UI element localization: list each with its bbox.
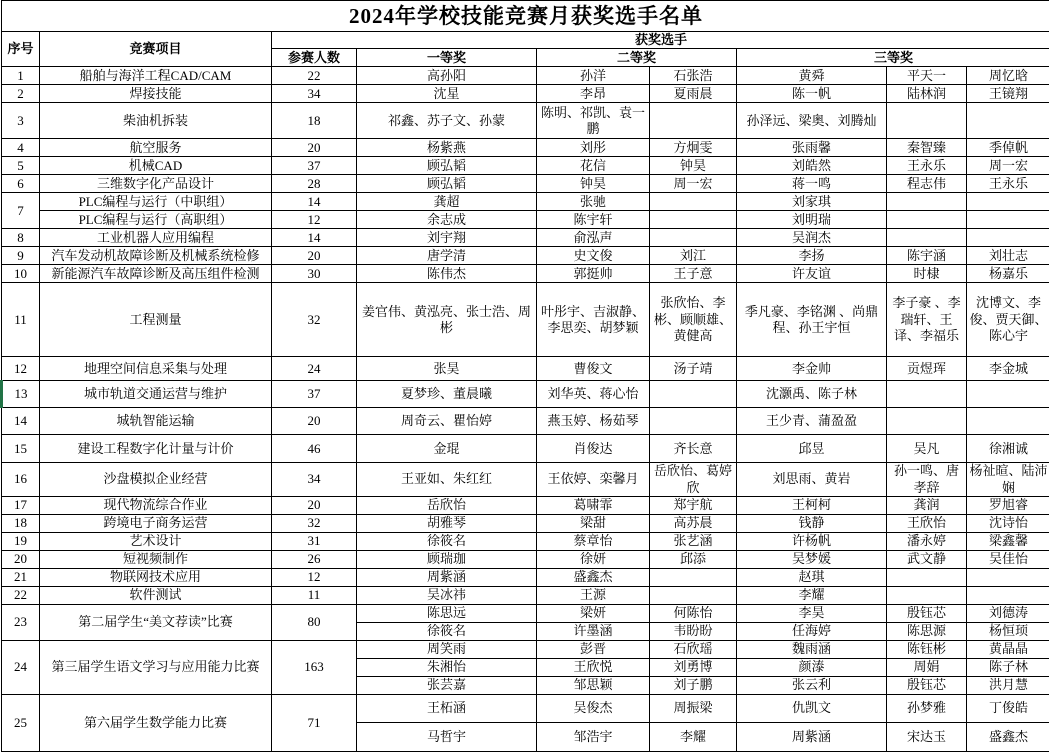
cell-r21c5[interactable]: 徐妍	[537, 550, 650, 568]
cell-r12c7[interactable]: 季凡豪、李铭渊 、尚鼎程、孙王宇恒	[737, 283, 887, 357]
cell-r4c9[interactable]: 季倬帆	[967, 139, 1049, 157]
cell-r9c9[interactable]	[967, 229, 1049, 247]
cell-r21c4[interactable]: 顾瑞珈	[357, 550, 537, 568]
cell-r7c4[interactable]: 龚超	[357, 193, 537, 211]
cell-r13c2[interactable]: 地理空间信息采集与处理	[40, 357, 272, 381]
cell-r14c6[interactable]	[650, 381, 737, 408]
table-row-22	[2, 568, 1049, 586]
cell-r19c1[interactable]: 18	[2, 514, 40, 532]
cell-r17c4[interactable]: 王亚如、朱红红	[357, 463, 537, 497]
cell-r8c6[interactable]: 刘明瑞	[737, 211, 887, 229]
cell-r16c2[interactable]: 建设工程数字化计量与计价	[40, 435, 272, 463]
cell-r19c7[interactable]: 钱静	[737, 514, 887, 532]
cell-r22c3[interactable]: 12	[272, 568, 357, 586]
cell-r2c6[interactable]: 夏雨晨	[650, 85, 737, 103]
cell-r18c6[interactable]: 郑宇航	[650, 496, 737, 514]
cell-r20c1[interactable]: 19	[2, 532, 40, 550]
selected-cell[interactable]: 13	[2, 381, 40, 408]
cell-r16c3[interactable]: 46	[272, 435, 357, 463]
cell-r9c8[interactable]	[887, 229, 967, 247]
cell-r3c6[interactable]	[650, 103, 737, 139]
cell-r5c7[interactable]: 刘皓然	[737, 157, 887, 175]
cell-r21c8[interactable]: 武文静	[887, 550, 967, 568]
cell-r9c1[interactable]: 8	[2, 229, 40, 247]
cell-r8c7[interactable]	[887, 211, 967, 229]
cell-r15c3[interactable]: 20	[272, 408, 357, 435]
cell-r9c4[interactable]: 刘宇翔	[357, 229, 537, 247]
cell-r20c4[interactable]: 徐筱名	[357, 532, 537, 550]
cell-r18c8[interactable]: 龚润	[887, 496, 967, 514]
header-col-third-prize[interactable]: 三等奖	[737, 49, 1049, 67]
table-row-9	[2, 229, 1049, 247]
table-row-7	[2, 193, 1049, 211]
table-row-10	[2, 247, 1049, 265]
cell-r21c1[interactable]: 20	[2, 550, 40, 568]
cell-r6c3[interactable]: 28	[272, 175, 357, 193]
cell-r1c3[interactable]: 22	[272, 67, 357, 85]
cell-r1c1[interactable]: 1	[2, 67, 40, 85]
cell-r12c5[interactable]: 叶彤宇、吉淑静、李思奕、胡梦颖	[537, 283, 650, 357]
cell-r20c8[interactable]: 潘永婷	[887, 532, 967, 550]
cell-r11c3[interactable]: 30	[272, 265, 357, 283]
cell-r4c4[interactable]: 杨紫燕	[357, 139, 537, 157]
table-row-29	[2, 694, 1049, 722]
cell-r28c3[interactable]: 刘子鹏	[650, 676, 737, 694]
cell-r18c1[interactable]: 17	[2, 496, 40, 514]
table-body	[2, 67, 1049, 752]
table-row-12	[2, 283, 1049, 357]
cell-r25c4[interactable]: 任海婷	[737, 622, 887, 640]
cell-r25c2[interactable]: 许墨涵	[537, 622, 650, 640]
cell-r12c3[interactable]: 32	[272, 283, 357, 357]
cell-r11c6[interactable]: 王子意	[650, 265, 737, 283]
cell-r22c8[interactable]	[887, 568, 967, 586]
cell-r4c2[interactable]: 航空服务	[40, 139, 272, 157]
cell-r13c7[interactable]: 李金帅	[737, 357, 887, 381]
cell-r15c4[interactable]: 周奇云、瞿怡婷	[357, 408, 537, 435]
table-row-2	[2, 85, 1049, 103]
cell-r25c1[interactable]: 徐筱名	[357, 622, 537, 640]
cell-r22c2[interactable]: 物联网技术应用	[40, 568, 272, 586]
cell-r29c8[interactable]: 孙梦雅	[887, 694, 967, 722]
cell-r9c6[interactable]	[650, 229, 737, 247]
cell-r19c5[interactable]: 梁甜	[537, 514, 650, 532]
cell-r13c9[interactable]: 李金城	[967, 357, 1049, 381]
cell-r17c1[interactable]: 16	[2, 463, 40, 497]
cell-r23c4[interactable]: 吴冰祎	[357, 586, 537, 604]
cell-r11c2[interactable]: 新能源汽车故障诊断及高压组件检测	[40, 265, 272, 283]
cell-r19c4[interactable]: 胡雅琴	[357, 514, 537, 532]
cell-r3c1[interactable]: 3	[2, 103, 40, 139]
cell-r8c1[interactable]: PLC编程与运行（高职组）	[40, 211, 272, 229]
cell-r8c4[interactable]: 陈宇轩	[537, 211, 650, 229]
cell-r15c2[interactable]: 城轨智能运输	[40, 408, 272, 435]
cell-r1c7[interactable]: 黄舜	[737, 67, 887, 85]
cell-r28c2[interactable]: 邹思颖	[537, 676, 650, 694]
table-row-20	[2, 532, 1049, 550]
cell-r29c3[interactable]: 71	[272, 694, 357, 751]
cell-r4c1[interactable]: 4	[2, 139, 40, 157]
cell-r29c2[interactable]: 第六届学生数学能力比赛	[40, 694, 272, 751]
cell-r10c5[interactable]: 史文俊	[537, 247, 650, 265]
cell-r6c2[interactable]: 三维数字化产品设计	[40, 175, 272, 193]
cell-r5c6[interactable]: 钟昊	[650, 157, 737, 175]
cell-r7c5[interactable]: 张驰	[537, 193, 650, 211]
table-row-4	[2, 139, 1049, 157]
cell-r6c9[interactable]: 王永乐	[967, 175, 1049, 193]
cell-r12c4[interactable]: 姜官伟、黄泓亮、张士浩、周彬	[357, 283, 537, 357]
header-row-1	[2, 32, 1049, 49]
cell-r6c6[interactable]: 周一宏	[650, 175, 737, 193]
table-row-1	[2, 67, 1049, 85]
table-row-8	[2, 211, 1049, 229]
cell-r6c7[interactable]: 蒋一鸣	[737, 175, 887, 193]
cell-r26c6[interactable]: 石欣瑶	[650, 640, 737, 658]
cell-r7c2[interactable]: PLC编程与运行（中职组）	[40, 193, 272, 211]
cell-r1c4[interactable]: 高孙阳	[357, 67, 537, 85]
cell-r27c2[interactable]: 王欣悦	[537, 658, 650, 676]
cell-r20c9[interactable]: 梁鑫馨	[967, 532, 1049, 550]
cell-r13c6[interactable]: 汤子靖	[650, 357, 737, 381]
cell-r9c7[interactable]: 吴润杰	[737, 229, 887, 247]
cell-r21c3[interactable]: 26	[272, 550, 357, 568]
cell-r5c8[interactable]: 王永乐	[887, 157, 967, 175]
cell-r23c8[interactable]	[887, 586, 967, 604]
cell-r4c3[interactable]: 20	[272, 139, 357, 157]
cell-r12c1[interactable]: 11	[2, 283, 40, 357]
table-row-23	[2, 586, 1049, 604]
cell-r11c1[interactable]: 10	[2, 265, 40, 283]
cell-r16c1[interactable]: 15	[2, 435, 40, 463]
cell-r16c4[interactable]: 金琨	[357, 435, 537, 463]
cell-r26c4[interactable]: 周笑雨	[357, 640, 537, 658]
cell-r19c2[interactable]: 跨境电子商务运营	[40, 514, 272, 532]
cell-r8c2[interactable]: 12	[272, 211, 357, 229]
cell-r3c8[interactable]	[887, 103, 967, 139]
cell-r7c9[interactable]	[967, 193, 1049, 211]
table-row-14	[2, 381, 1049, 408]
table-row-19	[2, 514, 1049, 532]
cell-r19c8[interactable]: 王欣怡	[887, 514, 967, 532]
cell-r10c2[interactable]: 汽车发动机故障诊断及机械系统检修	[40, 247, 272, 265]
title-row	[2, 1, 1049, 32]
cell-r7c3[interactable]: 14	[272, 193, 357, 211]
cell-r23c3[interactable]: 11	[272, 586, 357, 604]
cell-r24c1[interactable]: 23	[2, 604, 40, 640]
cell-r20c3[interactable]: 31	[272, 532, 357, 550]
cell-r23c9[interactable]	[967, 586, 1049, 604]
cell-r13c5[interactable]: 曹俊文	[537, 357, 650, 381]
header-col-participants[interactable]: 参赛人数	[272, 49, 357, 67]
cell-r7c8[interactable]	[887, 193, 967, 211]
cell-r7c6[interactable]	[650, 193, 737, 211]
cell-r18c9[interactable]: 罗旭睿	[967, 496, 1049, 514]
table-row-17	[2, 463, 1049, 497]
cell-r23c7[interactable]: 李耀	[737, 586, 887, 604]
cell-r14c3[interactable]: 37	[272, 381, 357, 408]
cell-r26c5[interactable]: 彭晋	[537, 640, 650, 658]
cell-r27c4[interactable]: 颜溙	[737, 658, 887, 676]
cell-r24c8[interactable]: 殷钰芯	[887, 604, 967, 622]
cell-r6c4[interactable]: 顾弘韬	[357, 175, 537, 193]
cell-r14c5[interactable]: 刘华英、蒋心怡	[537, 381, 650, 408]
cell-r22c6[interactable]	[650, 568, 737, 586]
cell-r19c9[interactable]: 沈诗怡	[967, 514, 1049, 532]
table-row-11	[2, 265, 1049, 283]
cell-r13c4[interactable]: 张昊	[357, 357, 537, 381]
cell-r2c4[interactable]: 沈星	[357, 85, 537, 103]
cell-r21c2[interactable]: 短视频制作	[40, 550, 272, 568]
cell-r20c7[interactable]: 许杨帆	[737, 532, 887, 550]
cell-r1c6[interactable]: 石张浩	[650, 67, 737, 85]
cell-r15c8[interactable]	[887, 408, 967, 435]
cell-r28c6[interactable]: 洪月慧	[967, 676, 1049, 694]
cell-r17c8[interactable]: 孙一鸣、唐孝辞	[887, 463, 967, 497]
cell-r30c1[interactable]: 马哲宇	[357, 722, 537, 751]
cell-r19c3[interactable]: 32	[272, 514, 357, 532]
cell-r25c5[interactable]: 陈思源	[887, 622, 967, 640]
cell-r3c5[interactable]: 陈明、祁凯、袁一鹏	[537, 103, 650, 139]
cell-r27c1[interactable]: 朱湘怡	[357, 658, 537, 676]
cell-r4c6[interactable]: 方炯雯	[650, 139, 737, 157]
cell-r24c9[interactable]: 刘德涛	[967, 604, 1049, 622]
cell-r24c4[interactable]: 陈思远	[357, 604, 537, 622]
cell-r4c5[interactable]: 刘彤	[537, 139, 650, 157]
cell-r26c3[interactable]: 163	[272, 640, 357, 694]
cell-r18c5[interactable]: 葛啸霏	[537, 496, 650, 514]
cell-r21c6[interactable]: 邱添	[650, 550, 737, 568]
table-row-18	[2, 496, 1049, 514]
cell-r29c7[interactable]: 仇凯文	[737, 694, 887, 722]
cell-r10c8[interactable]: 陈宇涵	[887, 247, 967, 265]
cell-r3c3[interactable]: 18	[272, 103, 357, 139]
page-title: 2024年学校技能竞赛月获奖选手名单	[2, 1, 1049, 32]
cell-r14c9[interactable]	[967, 381, 1049, 408]
cell-r10c1[interactable]: 9	[2, 247, 40, 265]
cell-r29c5[interactable]: 吴俊杰	[537, 694, 650, 722]
header-col-project[interactable]: 竞赛项目	[40, 32, 272, 67]
cell-r19c6[interactable]: 高苏晨	[650, 514, 737, 532]
cell-r28c5[interactable]: 殷钰芯	[887, 676, 967, 694]
cell-r22c4[interactable]: 周紫涵	[357, 568, 537, 586]
cell-r17c6[interactable]: 岳欣怡、葛婷欣	[650, 463, 737, 497]
cell-r18c4[interactable]: 岳欣怡	[357, 496, 537, 514]
cell-r3c7[interactable]: 孙泽远、梁奥、刘腾灿	[737, 103, 887, 139]
cell-r11c5[interactable]: 郭挺帅	[537, 265, 650, 283]
cell-r18c3[interactable]: 20	[272, 496, 357, 514]
cell-r29c1[interactable]: 25	[2, 694, 40, 751]
cell-r12c9[interactable]: 沈博文、李俊、贾天御、陈心宇	[967, 283, 1049, 357]
cell-r8c3[interactable]: 余志成	[357, 211, 537, 229]
cell-r1c5[interactable]: 孙洋	[537, 67, 650, 85]
cell-r3c9[interactable]	[967, 103, 1049, 139]
cell-r24c3[interactable]: 80	[272, 604, 357, 640]
cell-r1c8[interactable]: 平天一	[887, 67, 967, 85]
table-head	[2, 1, 1049, 67]
cell-r23c1[interactable]: 22	[2, 586, 40, 604]
cell-r26c9[interactable]: 黄晶晶	[967, 640, 1049, 658]
cell-r17c5[interactable]: 王依婷、栾馨月	[537, 463, 650, 497]
cell-r30c4[interactable]: 周紫涵	[737, 722, 887, 751]
cell-r24c7[interactable]: 李昊	[737, 604, 887, 622]
cell-r12c6[interactable]: 张欣怡、李彬、顾顺雄、黄健高	[650, 283, 737, 357]
cell-r13c8[interactable]: 贡煜珲	[887, 357, 967, 381]
table-row-13	[2, 357, 1049, 381]
cell-r1c9[interactable]: 周忆晗	[967, 67, 1049, 85]
cell-r20c2[interactable]: 艺术设计	[40, 532, 272, 550]
cell-r30c2[interactable]: 邹浩宇	[537, 722, 650, 751]
cell-r27c3[interactable]: 刘勇博	[650, 658, 737, 676]
cell-r2c3[interactable]: 34	[272, 85, 357, 103]
cell-r14c4[interactable]: 夏梦珍、董晨曦	[357, 381, 537, 408]
cell-r11c4[interactable]: 陈伟杰	[357, 265, 537, 283]
cell-r15c9[interactable]	[967, 408, 1049, 435]
cell-r13c3[interactable]: 24	[272, 357, 357, 381]
cell-r25c3[interactable]: 韦盼盼	[650, 622, 737, 640]
table-row-15	[2, 408, 1049, 435]
cell-r2c2[interactable]: 焊接技能	[40, 85, 272, 103]
cell-r11c8[interactable]: 时棣	[887, 265, 967, 283]
cell-r4c8[interactable]: 秦智臻	[887, 139, 967, 157]
cell-r12c8[interactable]: 李子豪 、李瑞轩、王译、李福乐	[887, 283, 967, 357]
cell-r16c8[interactable]: 吴凡	[887, 435, 967, 463]
cell-r18c2[interactable]: 现代物流综合作业	[40, 496, 272, 514]
cell-r29c6[interactable]: 周振梁	[650, 694, 737, 722]
cell-r3c2[interactable]: 柴油机拆装	[40, 103, 272, 139]
cell-r5c5[interactable]: 花信	[537, 157, 650, 175]
cell-r10c4[interactable]: 唐学清	[357, 247, 537, 265]
cell-r12c2[interactable]: 工程测量	[40, 283, 272, 357]
table-row-26	[2, 640, 1049, 658]
header-col-first-prize[interactable]: 一等奖	[357, 49, 537, 67]
cell-r26c8[interactable]: 陈钰彬	[887, 640, 967, 658]
cell-r16c9[interactable]: 徐湘诚	[967, 435, 1049, 463]
cell-r16c6[interactable]: 齐长意	[650, 435, 737, 463]
header-col-winners[interactable]: 获奖选手	[272, 32, 1049, 49]
cell-r9c3[interactable]: 14	[272, 229, 357, 247]
cell-r15c7[interactable]: 王少青、蒲盈盈	[737, 408, 887, 435]
cell-r24c5[interactable]: 梁妍	[537, 604, 650, 622]
cell-r25c6[interactable]: 杨恒顼	[967, 622, 1049, 640]
cell-r11c7[interactable]: 许友谊	[737, 265, 887, 283]
cell-r10c9[interactable]: 刘壮志	[967, 247, 1049, 265]
cell-r24c6[interactable]: 何陈怡	[650, 604, 737, 622]
cell-r11c9[interactable]: 杨嘉乐	[967, 265, 1049, 283]
cell-r10c7[interactable]: 李扬	[737, 247, 887, 265]
cell-r5c9[interactable]: 周一宏	[967, 157, 1049, 175]
cell-r22c9[interactable]	[967, 568, 1049, 586]
cell-r30c5[interactable]: 宋达玉	[887, 722, 967, 751]
cell-r14c7[interactable]: 沈灏禹、陈子林	[737, 381, 887, 408]
cell-r6c1[interactable]: 6	[2, 175, 40, 193]
cell-r24c2[interactable]: 第二届学生“美文荐读”比赛	[40, 604, 272, 640]
cell-r4c7[interactable]: 张雨馨	[737, 139, 887, 157]
cell-r22c1[interactable]: 21	[2, 568, 40, 586]
cell-r21c7[interactable]: 吴梦媛	[737, 550, 887, 568]
cell-r16c7[interactable]: 邱昱	[737, 435, 887, 463]
table-row-6	[2, 175, 1049, 193]
cell-r26c1[interactable]: 24	[2, 640, 40, 694]
table-row-24	[2, 604, 1049, 622]
cell-r5c4[interactable]: 顾弘韬	[357, 157, 537, 175]
cell-r23c5[interactable]: 王源	[537, 586, 650, 604]
header-col-no[interactable]: 序号	[2, 32, 40, 67]
cell-r17c7[interactable]: 刘思雨、黄岩	[737, 463, 887, 497]
cell-r2c7[interactable]: 陈一帆	[737, 85, 887, 103]
cell-r2c5[interactable]: 李昂	[537, 85, 650, 103]
cell-r16c5[interactable]: 肖俊达	[537, 435, 650, 463]
cell-r22c7[interactable]: 赵琪	[737, 568, 887, 586]
table-row-3	[2, 103, 1049, 139]
cell-r9c2[interactable]: 工业机器人应用编程	[40, 229, 272, 247]
cell-r8c5[interactable]	[650, 211, 737, 229]
cell-r14c8[interactable]	[887, 381, 967, 408]
cell-r2c8[interactable]: 陆林润	[887, 85, 967, 103]
cell-r20c5[interactable]: 蔡章怡	[537, 532, 650, 550]
cell-r2c9[interactable]: 王镜翔	[967, 85, 1049, 103]
cell-r26c2[interactable]: 第三届学生语文学习与应用能力比赛	[40, 640, 272, 694]
cell-r29c4[interactable]: 王柘涵	[357, 694, 537, 722]
cell-r8c8[interactable]	[967, 211, 1049, 229]
table-row-5	[2, 157, 1049, 175]
cell-r26c7[interactable]: 魏雨涵	[737, 640, 887, 658]
cell-r30c6[interactable]: 盛鑫杰	[967, 722, 1049, 751]
cell-r15c1[interactable]: 14	[2, 408, 40, 435]
cell-r17c9[interactable]: 杨祉暄、陆沛娴	[967, 463, 1049, 497]
cell-r7c7[interactable]: 刘家琪	[737, 193, 887, 211]
cell-r17c2[interactable]: 沙盘模拟企业经营	[40, 463, 272, 497]
cell-r15c6[interactable]	[650, 408, 737, 435]
cell-r2c1[interactable]: 2	[2, 85, 40, 103]
cell-r21c9[interactable]: 吴佳怡	[967, 550, 1049, 568]
cell-r18c7[interactable]: 王柯柯	[737, 496, 887, 514]
cell-r17c3[interactable]: 34	[272, 463, 357, 497]
cell-r6c8[interactable]: 程志伟	[887, 175, 967, 193]
cell-r23c6[interactable]	[650, 586, 737, 604]
cell-r29c9[interactable]: 丁俊皓	[967, 694, 1049, 722]
cell-r6c5[interactable]: 钟昊	[537, 175, 650, 193]
cell-r30c3[interactable]: 李耀	[650, 722, 737, 751]
cell-r3c4[interactable]: 祁鑫、苏子文、孙蒙	[357, 103, 537, 139]
cell-r10c6[interactable]: 刘江	[650, 247, 737, 265]
cell-r27c6[interactable]: 陈子林	[967, 658, 1049, 676]
cell-r1c2[interactable]: 船舶与海洋工程CAD/CAM	[40, 67, 272, 85]
header-col-second-prize[interactable]: 二等奖	[537, 49, 737, 67]
cell-r5c2[interactable]: 机械CAD	[40, 157, 272, 175]
cell-r10c3[interactable]: 20	[272, 247, 357, 265]
cell-r28c4[interactable]: 张云利	[737, 676, 887, 694]
cell-r28c1[interactable]: 张芸嘉	[357, 676, 537, 694]
cell-r7c1[interactable]: 7	[2, 193, 40, 229]
cell-r20c6[interactable]: 张艺涵	[650, 532, 737, 550]
cell-r5c3[interactable]: 37	[272, 157, 357, 175]
table-row-16	[2, 435, 1049, 463]
cell-r22c5[interactable]: 盛鑫杰	[537, 568, 650, 586]
cell-r23c2[interactable]: 软件测试	[40, 586, 272, 604]
cell-r13c1[interactable]: 12	[2, 357, 40, 381]
cell-r27c5[interactable]: 周娟	[887, 658, 967, 676]
cell-r5c1[interactable]: 5	[2, 157, 40, 175]
cell-r9c5[interactable]: 俞泓声	[537, 229, 650, 247]
table-row-21	[2, 550, 1049, 568]
cell-r14c2[interactable]: 城市轨道交通运营与维护	[40, 381, 272, 408]
cell-r15c5[interactable]: 燕玉婷、杨茹琴	[537, 408, 650, 435]
